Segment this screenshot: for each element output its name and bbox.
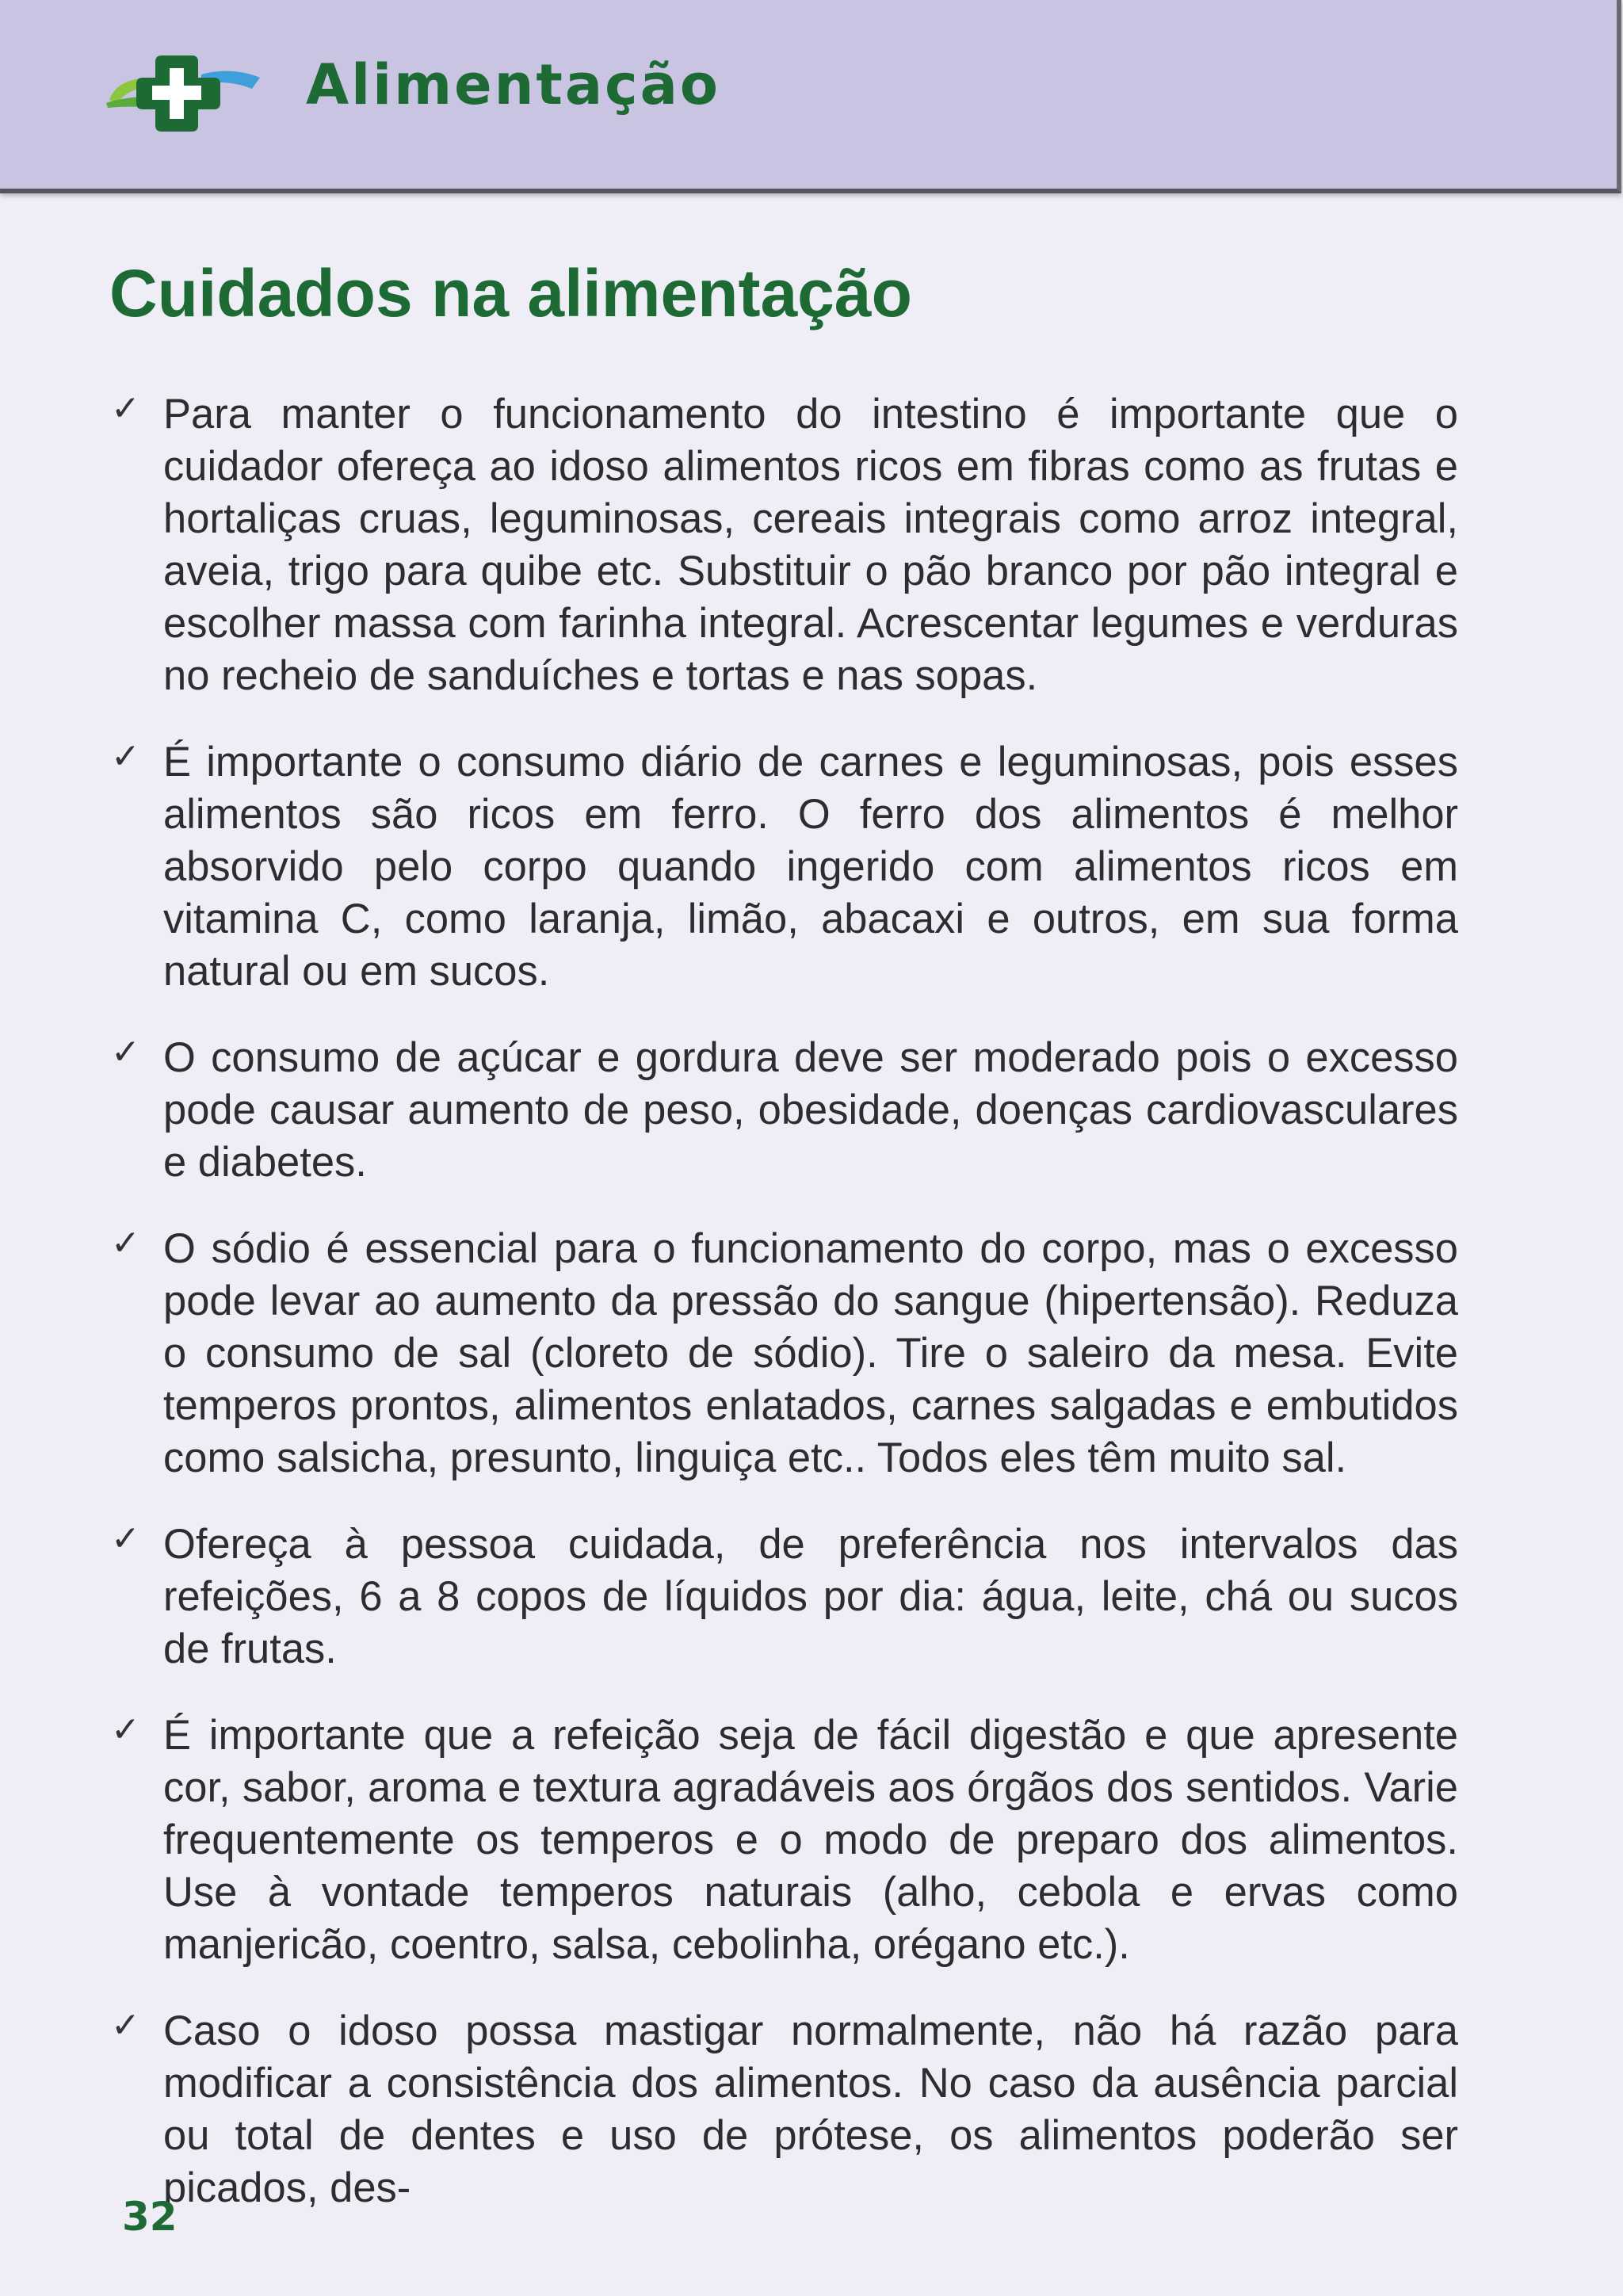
list-item-text: É importante o consumo diário de carnes e leguminosas, pois esses alimentos são ricos em ferro. O ferro dos alimentos é melhor absorvido pelo corpo quando ingerido com alimentos ricos em vitamina C, como laranja, limão, abacaxi e outros, em sua forma natural ou em sucos. [163, 739, 1458, 995]
checkmark-icon: ✓ [111, 1032, 140, 1072]
checkmark-icon: ✓ [111, 1710, 140, 1750]
checkmark-icon: ✓ [111, 2005, 140, 2046]
health-cross-icon [106, 51, 262, 133]
list-item-text: É importante que a refeição seja de fácil digestão e que apresente cor, sabor, aroma e textura agradáveis aos órgãos dos sentidos. Varie frequentemente os temperos e o modo de preparo dos alimentos. Use à vontade temperos naturais (alho, cebola e ervas como manjericão, coentro, salsa, cebolinha, orégano etc.). [163, 1712, 1458, 1968]
list-item [111, 388, 1458, 702]
list-item [111, 2005, 1458, 2214]
checkmark-icon: ✓ [111, 388, 140, 429]
page-number: 32 [122, 2194, 178, 2240]
page-title: Cuidados na alimentação [109, 256, 912, 330]
list-item-text: O consumo de açúcar e gordura deve ser moderado pois o excesso pode causar aumento de peso, obesidade, doenças cardiovasculares e diabetes. [163, 1034, 1458, 1186]
checkmark-icon: ✓ [111, 1519, 140, 1559]
checkmark-icon: ✓ [111, 736, 140, 777]
checkmark-icon: ✓ [111, 1223, 140, 1263]
list-item-text: Ofereça à pessoa cuidada, de preferência nos intervalos das refeições, 6 a 8 copos de líquidos por dia: água, leite, chá ou sucos de frutas. [163, 1521, 1458, 1672]
list-item [111, 1710, 1458, 1971]
list-item [111, 1223, 1458, 1484]
section-title: Alimentação [306, 52, 720, 117]
list-item-text: Para manter o funcionamento do intestino é importante que o cuidador ofereça ao idoso alimentos ricos em fibras como as frutas e hortaliças cruas, leguminosas, cereais integrais como arroz integral, aveia, trigo para quibe etc. Substituir o pão branco por pão integral e escolher massa com farinha integral. Acrescentar legumes e verduras no recheio de sanduíches e tortas e nas sopas. [163, 391, 1458, 699]
list-item [111, 1032, 1458, 1189]
list-item-text: O sódio é essencial para o funcionamento do corpo, mas o excesso pode levar ao aumento da pressão do sangue (hipertensão). Reduza o consumo de sal (cloreto de sódio). Tire o saleiro da mesa. Evite temperos prontos, alimentos enlatados, carnes salgadas e embutidos como salsicha, presunto, linguiça etc.. Todos eles têm muito sal. [163, 1225, 1458, 1481]
list-item-text: Caso o idoso possa mastigar normalmente, não há razão para modificar a consistência dos alimentos. No caso da ausência parcial ou total de dentes e uso de prótese, os alimentos poderão ser picados, des- [163, 2008, 1458, 2211]
care-tips-list [111, 388, 1458, 2248]
list-item [111, 1519, 1458, 1675]
header-band [0, 0, 1621, 193]
list-item [111, 736, 1458, 998]
